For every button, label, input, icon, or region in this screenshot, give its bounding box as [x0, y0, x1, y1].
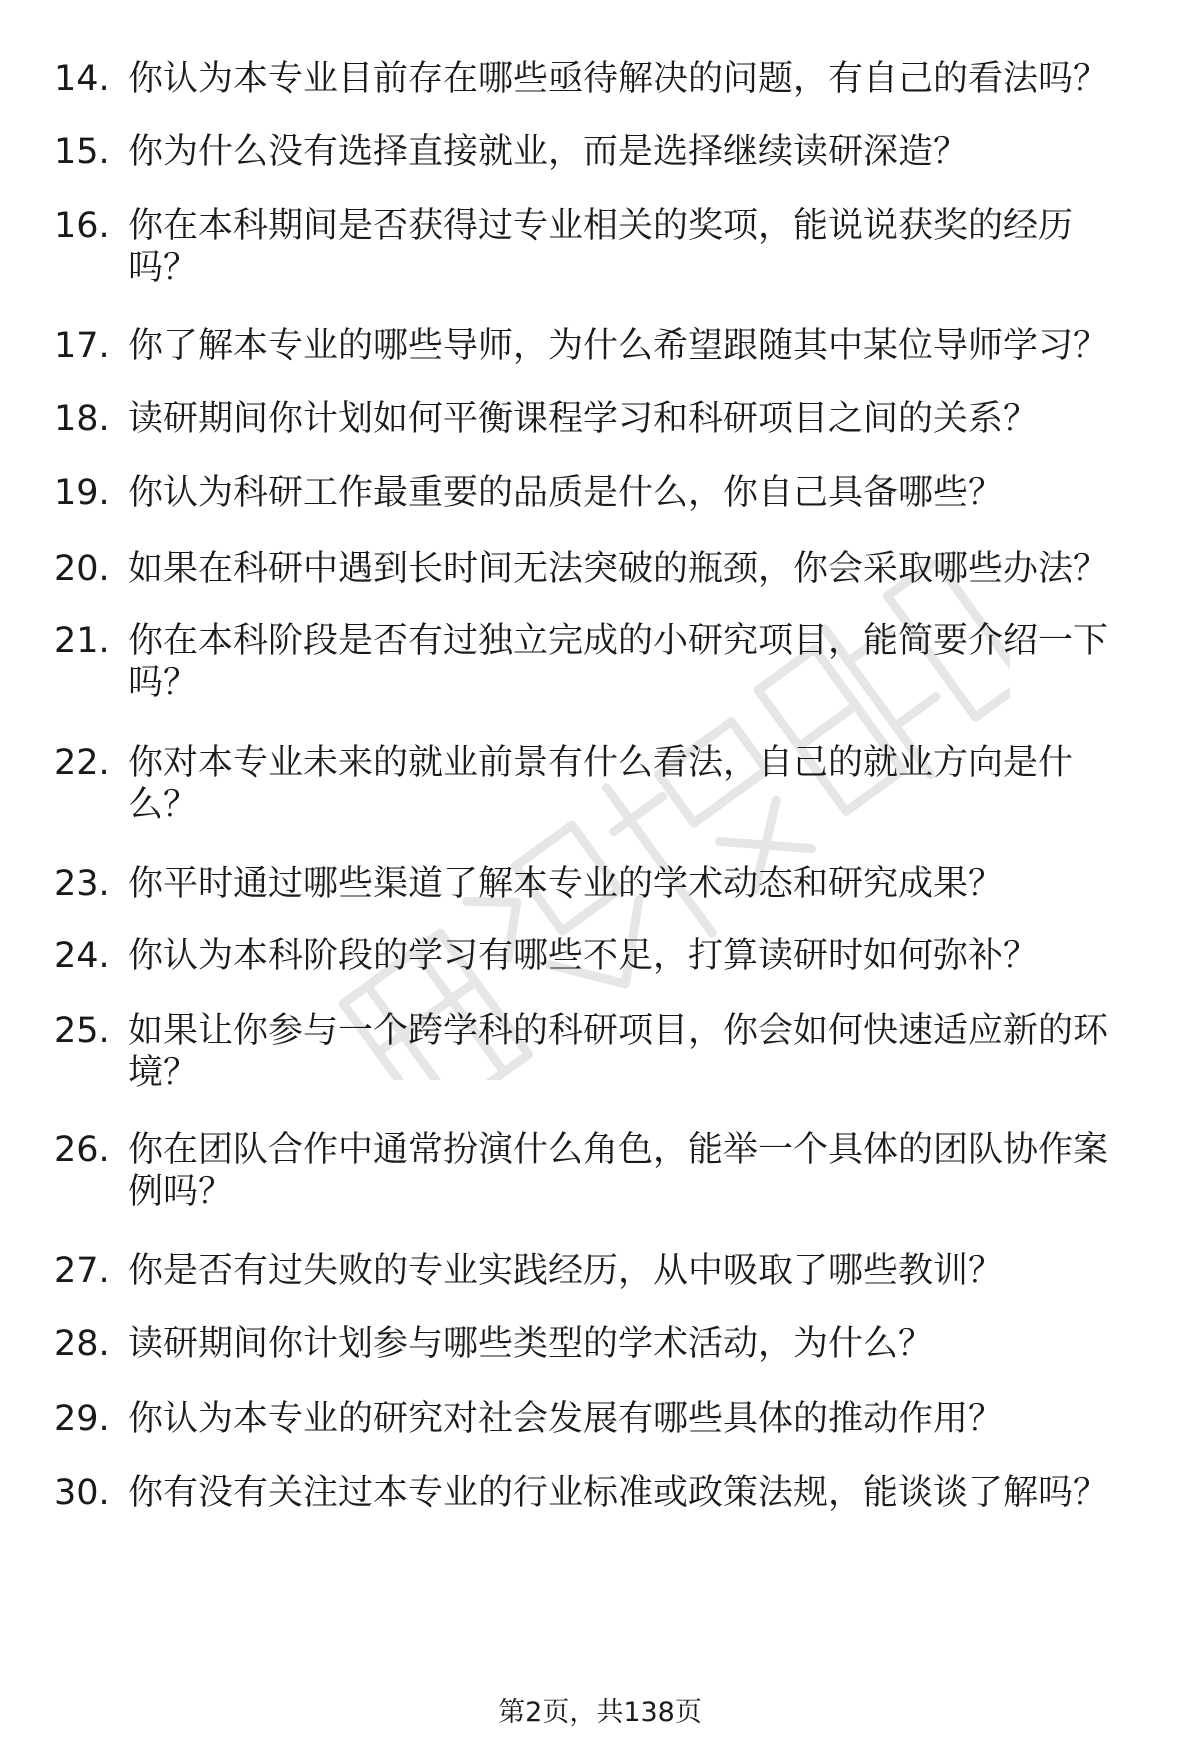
question-number: 19. [54, 473, 110, 513]
question-text: 你了解本专业的哪些导师，为什么希望跟随其中某位导师学习？ [128, 326, 1109, 366]
question-text: 你在团队合作中通常扮演什么角色，能举一个具体的团队协作案例吗？ [128, 1130, 1109, 1212]
question-number: 25. [54, 1011, 110, 1051]
question-text: 你认为本专业目前存在哪些亟待解决的问题，有自己的看法吗？ [128, 59, 1109, 99]
question-text: 你对本专业未来的就业前景有什么看法，自己的就业方向是什么？ [128, 743, 1074, 825]
question-text: 你有没有关注过本专业的行业标准或政策法规，能谈谈了解吗？ [128, 1473, 1109, 1513]
question-number: 27. [54, 1251, 110, 1291]
question-number: 16. [54, 206, 110, 246]
question-number: 15. [54, 132, 110, 172]
question-text: 你平时通过哪些渠道了解本专业的学术动态和研究成果？ [128, 864, 1004, 904]
question-text: 你在本科期间是否获得过专业相关的奖项，能说说获奖的经历吗？ [128, 206, 1074, 288]
question-text: 如果在科研中遇到长时间无法突破的瓶颈，你会采取哪些办法？ [128, 549, 1109, 589]
question-text: 读研期间你计划参与哪些类型的学术活动，为什么？ [128, 1324, 934, 1364]
question-number: 24. [54, 936, 110, 976]
question-text: 读研期间你计划如何平衡课程学习和科研项目之间的关系？ [128, 399, 1039, 439]
page-footer: 第2页，共138页 [498, 1697, 702, 1728]
question-number: 22. [54, 743, 110, 783]
question-text: 你在本科阶段是否有过独立完成的小研究项目，能简要介绍一下吗？ [128, 621, 1109, 703]
question-number: 20. [54, 549, 110, 589]
question-text: 你是否有过失败的专业实践经历，从中吸取了哪些教训？ [128, 1251, 1004, 1291]
question-text: 你认为本专业的研究对社会发展有哪些具体的推动作用？ [128, 1399, 1004, 1439]
question-text: 你认为本科阶段的学习有哪些不足，打算读研时如何弥补？ [128, 936, 1039, 976]
question-text: 你为什么没有选择直接就业，而是选择继续读研深造？ [128, 132, 969, 172]
question-text: 如果让你参与一个跨学科的科研项目，你会如何快速适应新的环境？ [128, 1011, 1109, 1093]
question-text: 你认为科研工作最重要的品质是什么，你自己具备哪些？ [128, 473, 1004, 513]
question-number: 14. [54, 59, 110, 99]
question-number: 26. [54, 1130, 110, 1170]
question-number: 29. [54, 1399, 110, 1439]
question-number: 30. [54, 1473, 110, 1513]
question-number: 28. [54, 1324, 110, 1364]
question-number: 17. [54, 326, 110, 366]
question-number: 18. [54, 399, 110, 439]
question-number: 21. [54, 621, 110, 661]
question-number: 23. [54, 864, 110, 904]
